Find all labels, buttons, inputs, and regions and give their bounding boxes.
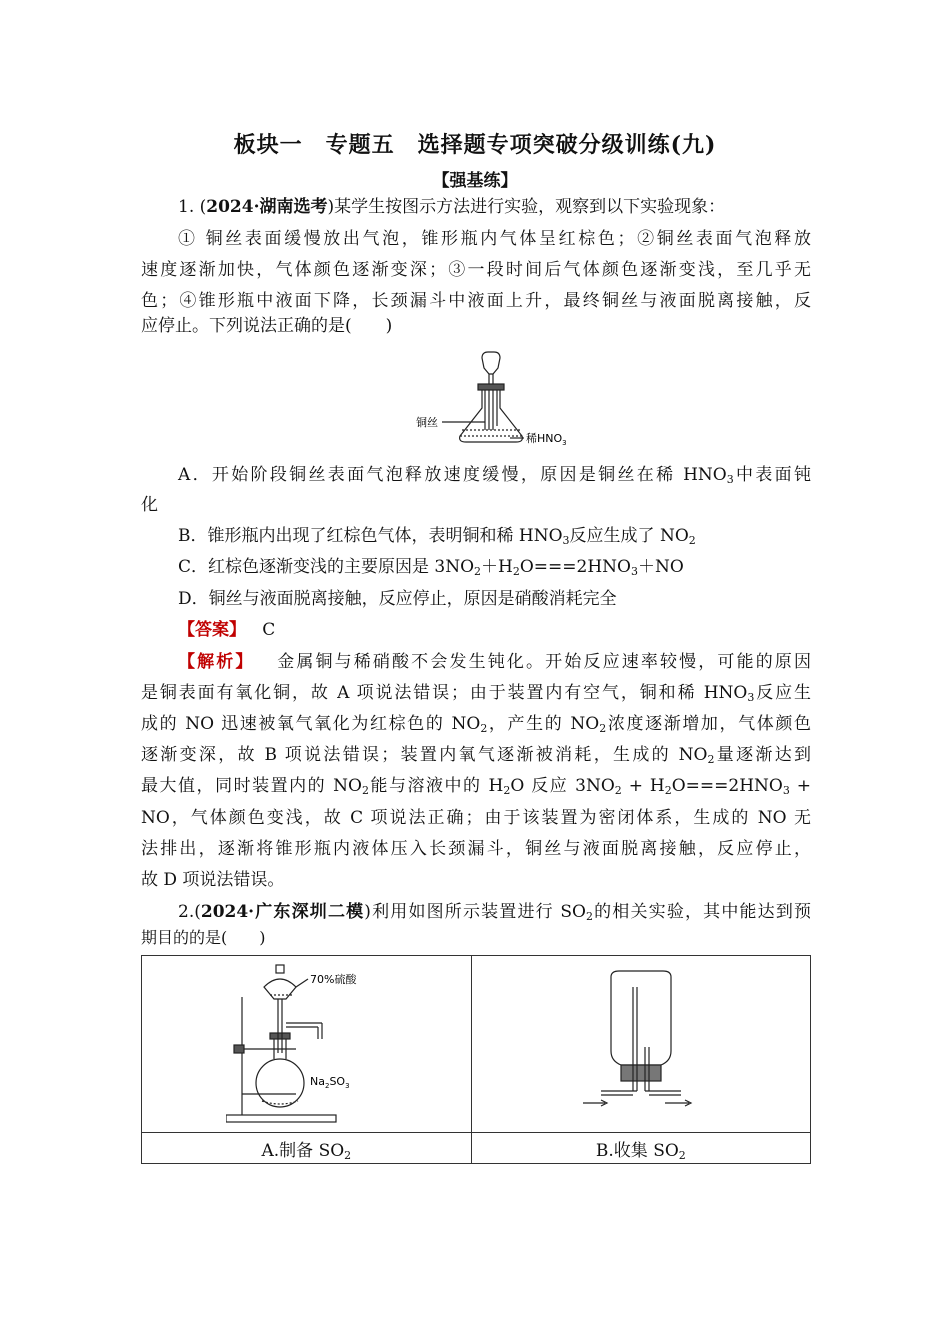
flask-apparatus-figure [412,350,582,450]
q2-stem: 2.(2024·广东深圳二模)利用如图所示装置进行 $SO_2$的相关实验，其中能达到预 [178,902,812,923]
q1-option-b: B．锥形瓶内出现了红棕色气体，表明铜和稀 $HNO_3$反应生成了 $NO_2$ [178,526,696,547]
q1-analysis-line: 【解析】 金属铜与稀硝酸不会发生钝化。开始反应速率较慢，可能的原因 [178,652,811,672]
q1-analysis-line: 法排出，逐渐将锥形瓶内液体压入长颈漏斗，铜丝与液面脱离接触，反应停止， [141,839,811,859]
q1-text-line: 速度逐渐加快，气体颜色逐渐变深；③一段时间后气体颜色逐渐变浅，至几乎无 [141,260,811,280]
so2-collection-apparatus [581,967,701,1117]
q1-stem: 1. (2024·湖南选考)某学生按图示方法进行实验，观察到以下实验现象： [178,197,726,217]
q1-analysis-line: NO，气体颜色变浅，故 C 项说法正确；由于该装置为密闭体系，生成的 NO 无 [141,808,811,828]
option-a-figure-cell [142,956,472,1133]
q2-stem-cont: 期目的的是( ) [141,928,266,947]
option-a-caption: A.制备 $SO_2$ [142,1133,472,1164]
label-na2so3: $Na_2SO_3$ [310,1074,350,1090]
q2-options-table [141,955,811,1164]
q1-analysis-line: 是铜表面有氧化铜，故 A 项说法错误；由于装置内有空气，铜和稀 $HNO_3$反应生 [141,683,812,704]
section-subtitle: 【强基练】 [432,171,518,191]
option-b-caption: B.收集 $SO_2$ [471,1133,810,1164]
q1-option-d: D．铜丝与液面脱离接触，反应停止，原因是硝酸消耗完全 [178,589,617,609]
q1-option-a-cont: 化 [141,495,158,515]
label-70-sulfuric-acid: 70%硫酸 [310,972,357,986]
q1-text-line: 色；④锥形瓶中液面下降，长颈漏斗中液面上升，最终铜丝与液面脱离接触，反 [141,291,811,311]
label-dilute-hno3: 稀$HNO_3$ [526,432,567,447]
q1-text-line: ① 铜丝表面缓慢放出气泡，锥形瓶内气体呈红棕色；②铜丝表面气泡释放 [178,229,811,249]
q1-analysis-line: 逐渐变深，故 B 项说法错误；装置内氧气逐渐被消耗，生成的 $NO_2$量逐渐达到 [141,745,812,766]
q1-option-a: A．开始阶段铜丝表面气泡释放速度缓慢，原因是铜丝在稀 $HNO_3$中表面钝 [178,465,811,486]
page-title: 板块一 专题五 选择题专项突破分级训练(九) [233,132,717,158]
option-b-figure-cell [471,956,810,1133]
q1-text-line: 应停止。下列说法正确的是( ) [141,316,393,336]
label-copper-wire: 铜丝 [416,416,438,429]
q1-analysis-line: 故 D 项说法错误。 [141,870,285,890]
so2-preparation-apparatus [226,957,386,1127]
q1-option-c: C．红棕色逐渐变浅的主要原因是 $3NO_2+H_2O===2HNO_3+NO$ [178,557,684,578]
q1-analysis-line: 成的 NO 迅速被氧气氧化为红棕色的 $NO_2$，产生的 $NO_2$浓度逐渐增加，气体颜色 [141,714,812,735]
q1-answer: 【答案】 C [178,620,276,640]
q1-analysis-line: 最大值，同时装置内的 $NO_2$能与溶液中的 $H_2O$ 反应 $3NO_2 + H_2O===2HNO_3$ + [141,776,811,797]
